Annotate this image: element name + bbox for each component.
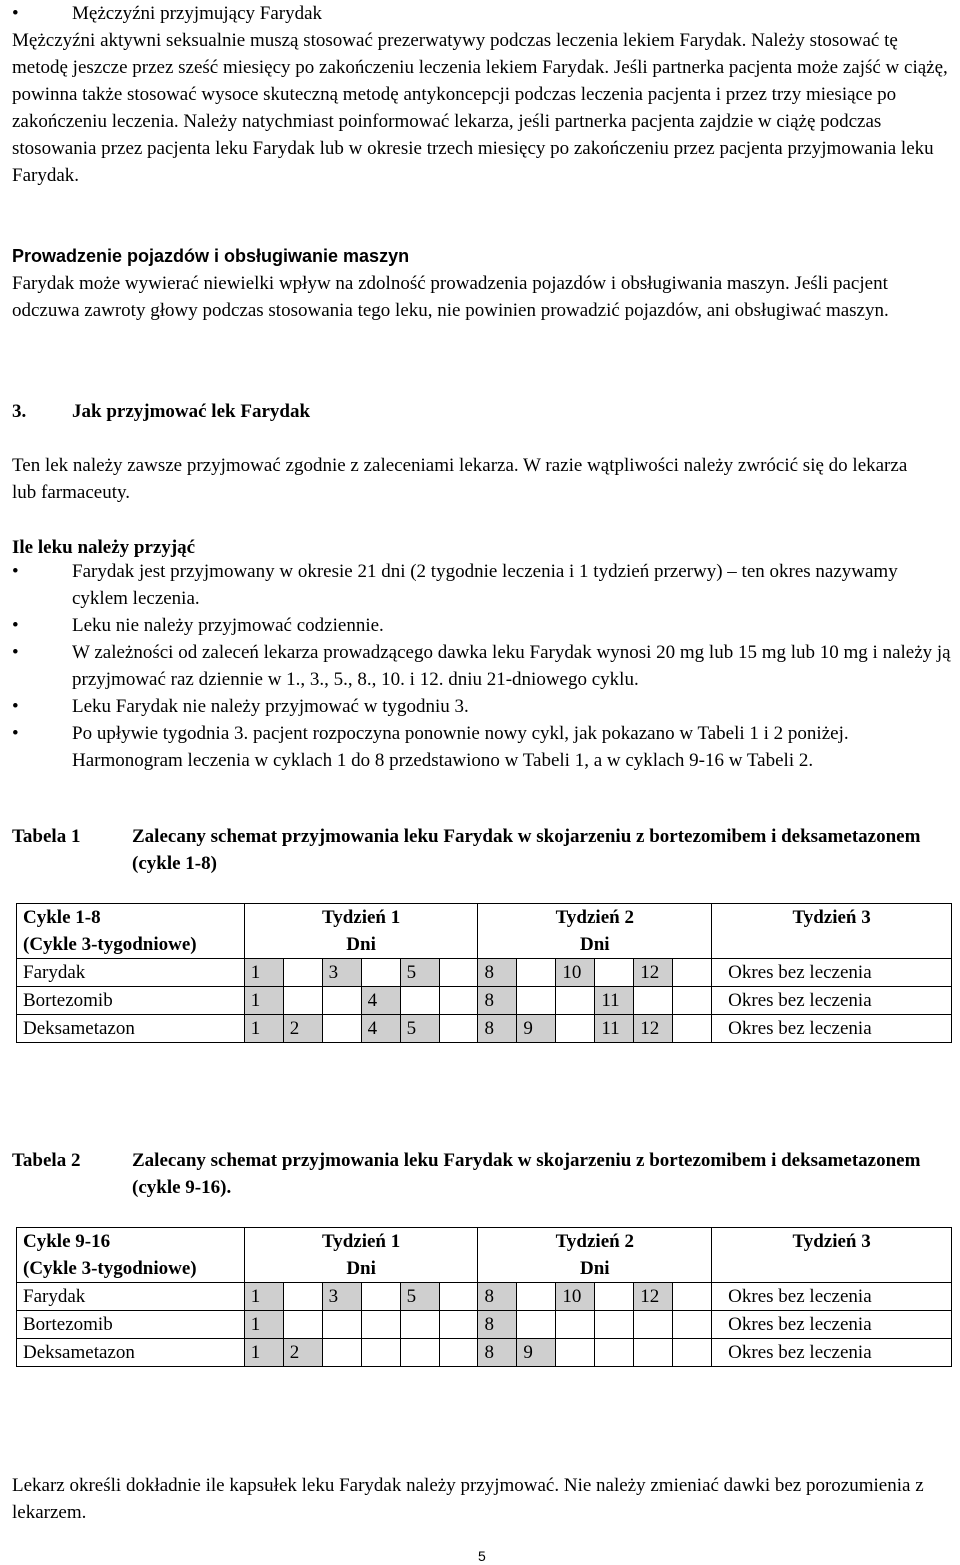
day-cell: 8 bbox=[478, 1283, 517, 1311]
table-row bbox=[17, 987, 952, 1015]
day-cell: 8 bbox=[478, 959, 517, 987]
day-cell bbox=[400, 1311, 439, 1339]
day-cell bbox=[283, 1311, 322, 1339]
dose-bullet-text: Po upływie tygodnia 3. pacjent rozpoczyna ponownie nowy cykl, jak pokazano w Tabeli 1 i 2 poniżej. Harmonogram leczenia w cyklach 1 do 8 przedstawiono w Tabeli 1, a w cyklach 9-16 w Tabeli 2. bbox=[72, 723, 849, 771]
cycle-header-cell bbox=[17, 1228, 245, 1283]
rest-period-cell: Okres bez leczenia bbox=[712, 1339, 952, 1367]
day-cell: 8 bbox=[478, 987, 517, 1015]
dose-bullet-text: Leku Farydak nie należy przyjmować w tygodniu 3. bbox=[72, 696, 469, 717]
day-cell bbox=[634, 1339, 673, 1367]
day-cell: 10 bbox=[556, 959, 595, 987]
day-cell bbox=[673, 1283, 712, 1311]
cycle-subheader: (Cykle 3-tygodniowe) bbox=[23, 934, 197, 955]
day-cell bbox=[595, 1283, 634, 1311]
driving-paragraph: Farydak może wywierać niewielki wpływ na zdolność prowadzenia pojazdów i obsługiwania maszyn. Jeśli pacjent odczuwa zawroty głowy podczas stosowania tego leku, nie powinien prowadzić pojazdów, ani obsługiwać maszyn. bbox=[12, 273, 889, 321]
bullet-marker: • bbox=[12, 615, 19, 636]
day-cell: 8 bbox=[478, 1015, 517, 1043]
day-cell: 10 bbox=[556, 1283, 595, 1311]
week-3-header bbox=[712, 1228, 952, 1283]
cycle-header: Cykle 9-16 bbox=[23, 1231, 111, 1252]
day-cell: 11 bbox=[595, 1015, 634, 1043]
dose-bullet bbox=[12, 639, 952, 693]
week-1-header bbox=[244, 904, 478, 959]
dose-bullet bbox=[12, 693, 952, 720]
drug-name: Bortezomib bbox=[17, 987, 245, 1015]
dose-bullet-text: W zależności od zaleceń lekarza prowadzącego dawka leku Farydak wynosi 20 mg lub 15 mg lub 10 mg i należy ją przyjmować raz dziennie w 1., 3., 5., 8., 10. i 12. dniu 21-dniowego cyklu. bbox=[72, 642, 951, 690]
dose-heading: Ile leku należy przyjąć bbox=[12, 537, 196, 558]
rest-period-cell: Okres bez leczenia bbox=[712, 1283, 952, 1311]
table-1 bbox=[16, 903, 952, 1043]
day-cell bbox=[634, 987, 673, 1015]
table-row bbox=[17, 1015, 952, 1043]
table-2-caption bbox=[12, 1147, 952, 1201]
bullet-marker: • bbox=[12, 3, 19, 24]
day-cell: 4 bbox=[361, 987, 400, 1015]
dose-bullet-list bbox=[12, 558, 952, 774]
day-cell bbox=[283, 959, 322, 987]
day-cell bbox=[673, 959, 712, 987]
days-label: Dni bbox=[346, 934, 376, 955]
day-cell bbox=[517, 1311, 556, 1339]
day-cell bbox=[361, 1283, 400, 1311]
day-cell: 4 bbox=[361, 1015, 400, 1043]
day-cell bbox=[517, 959, 556, 987]
day-cell bbox=[595, 1339, 634, 1367]
day-cell: 9 bbox=[517, 1015, 556, 1043]
page-number: 5 bbox=[478, 1548, 486, 1564]
week-2-header bbox=[478, 1228, 712, 1283]
section-3-number: 3. bbox=[12, 401, 27, 422]
dose-bullet bbox=[12, 612, 952, 639]
rest-period-cell: Okres bez leczenia bbox=[712, 987, 952, 1015]
day-cell bbox=[556, 1015, 595, 1043]
drug-name: Farydak bbox=[17, 959, 245, 987]
day-cell bbox=[439, 959, 478, 987]
day-cell bbox=[283, 987, 322, 1015]
day-cell bbox=[517, 1283, 556, 1311]
bullet-marker: • bbox=[12, 642, 19, 663]
drug-name: Deksametazon bbox=[17, 1339, 245, 1367]
rest-period-cell: Okres bez leczenia bbox=[712, 1311, 952, 1339]
day-cell: 1 bbox=[244, 1015, 283, 1043]
drug-name: Bortezomib bbox=[17, 1311, 245, 1339]
day-cell bbox=[322, 1015, 361, 1043]
days-label: Dni bbox=[346, 1258, 376, 1279]
day-cell bbox=[673, 1311, 712, 1339]
section-3-paragraph: Ten lek należy zawsze przyjmować zgodnie z zaleceniami lekarza. W razie wątpliwości należy zwrócić się do lekarza lub farmaceuty. bbox=[12, 455, 908, 503]
day-cell bbox=[673, 1015, 712, 1043]
day-cell: 11 bbox=[595, 987, 634, 1015]
day-cell: 2 bbox=[283, 1339, 322, 1367]
table-header-row bbox=[17, 1228, 952, 1283]
day-cell bbox=[673, 987, 712, 1015]
day-cell: 5 bbox=[400, 959, 439, 987]
dose-bullet bbox=[12, 720, 952, 774]
day-cell bbox=[400, 987, 439, 1015]
table-row bbox=[17, 1339, 952, 1367]
table-1-caption bbox=[12, 823, 952, 877]
day-cell bbox=[439, 1311, 478, 1339]
week-2-label: Tydzień 2 bbox=[555, 1231, 634, 1252]
dose-bullet bbox=[12, 558, 952, 612]
table-row bbox=[17, 1311, 952, 1339]
day-cell: 3 bbox=[322, 1283, 361, 1311]
contraception-paragraph: Mężczyźni aktywni seksualnie muszą stosować prezerwatywy podczas leczenia lekiem Farydak. Należy stosować tę metodę jeszcze przez sześć miesięcy po zakończeniu leczenia lekiem Farydak. Jeśli partnerka pacjenta może zajść w ciążę, powinna także stosować wysoce skuteczną metodę antykoncepcji podczas leczenia pacjenta i przez trzy miesiące po zakończeniu leczenia. Należy natychmiast poinformować lekarza, jeśli partnerka pacjenta zajdzie w ciążę podczas stosowania przez pacjenta leku Farydak lub w okresie trzech miesięcy po zakończeniu przez pacjenta przyjmowania leku Farydak. bbox=[12, 30, 948, 186]
day-cell bbox=[400, 1339, 439, 1367]
section-3-title: Jak przyjmować lek Farydak bbox=[72, 401, 311, 422]
day-cell: 1 bbox=[244, 1283, 283, 1311]
table-2 bbox=[16, 1227, 952, 1367]
week-3-label: Tydzień 3 bbox=[792, 907, 871, 928]
cycle-subheader: (Cykle 3-tygodniowe) bbox=[23, 1258, 197, 1279]
section-3-heading bbox=[12, 398, 812, 425]
day-cell: 1 bbox=[244, 959, 283, 987]
day-cell: 8 bbox=[478, 1339, 517, 1367]
day-cell: 5 bbox=[400, 1015, 439, 1043]
day-cell bbox=[439, 1283, 478, 1311]
day-cell: 9 bbox=[517, 1339, 556, 1367]
day-cell bbox=[361, 1311, 400, 1339]
day-cell bbox=[322, 987, 361, 1015]
dose-bullet-text: Farydak jest przyjmowany w okresie 21 dni (2 tygodnie leczenia i 1 tydzień przerwy) – ten okres nazywamy cyklem leczenia. bbox=[72, 561, 898, 609]
day-cell: 8 bbox=[478, 1311, 517, 1339]
day-cell bbox=[595, 959, 634, 987]
week-3-header bbox=[712, 904, 952, 959]
cycle-header: Cykle 1-8 bbox=[23, 907, 101, 928]
day-cell bbox=[439, 987, 478, 1015]
day-cell: 3 bbox=[322, 959, 361, 987]
drug-name: Farydak bbox=[17, 1283, 245, 1311]
cycle-header-cell bbox=[17, 904, 245, 959]
day-cell bbox=[595, 1311, 634, 1339]
day-cell bbox=[673, 1339, 712, 1367]
table-1-label: Tabela 1 bbox=[12, 826, 81, 847]
week-1-header bbox=[244, 1228, 478, 1283]
table-row bbox=[17, 959, 952, 987]
dose-bullet-text: Leku nie należy przyjmować codziennie. bbox=[72, 615, 384, 636]
table-2-caption-text: Zalecany schemat przyjmowania leku Farydak w skojarzeniu z bortezomibem i deksametazonem (cykle 9-16). bbox=[132, 1150, 921, 1198]
table-1-caption-text: Zalecany schemat przyjmowania leku Farydak w skojarzeniu z bortezomibem i deksametazonem (cykle 1-8) bbox=[132, 826, 921, 874]
rest-period-cell: Okres bez leczenia bbox=[712, 959, 952, 987]
day-cell bbox=[517, 987, 556, 1015]
men-bullet-title: Mężczyźni przyjmujący Farydak bbox=[72, 3, 323, 24]
week-1-label: Tydzień 1 bbox=[321, 907, 401, 928]
bullet-marker: • bbox=[12, 696, 19, 717]
day-cell bbox=[322, 1311, 361, 1339]
men-bullet bbox=[12, 0, 960, 27]
driving-heading: Prowadzenie pojazdów i obsługiwanie maszyn bbox=[12, 246, 410, 266]
days-label: Dni bbox=[580, 1258, 610, 1279]
day-cell: 12 bbox=[634, 1015, 673, 1043]
day-cell bbox=[283, 1283, 322, 1311]
table-2-label: Tabela 2 bbox=[12, 1150, 81, 1171]
rest-period-cell: Okres bez leczenia bbox=[712, 1015, 952, 1043]
day-cell: 1 bbox=[244, 1339, 283, 1367]
table-header-row bbox=[17, 904, 952, 959]
week-2-header bbox=[478, 904, 712, 959]
day-cell: 1 bbox=[244, 987, 283, 1015]
day-cell: 5 bbox=[400, 1283, 439, 1311]
days-label: Dni bbox=[580, 934, 610, 955]
day-cell bbox=[322, 1339, 361, 1367]
day-cell bbox=[556, 987, 595, 1015]
day-cell bbox=[634, 1311, 673, 1339]
closing-paragraph: Lekarz określi dokładnie ile kapsułek leku Farydak należy przyjmować. Nie należy zmieniać dawki bez porozumienia z lekarzem. bbox=[12, 1475, 924, 1523]
table-row bbox=[17, 1283, 952, 1311]
day-cell bbox=[361, 1339, 400, 1367]
day-cell bbox=[361, 959, 400, 987]
day-cell bbox=[439, 1015, 478, 1043]
day-cell: 12 bbox=[634, 1283, 673, 1311]
day-cell: 1 bbox=[244, 1311, 283, 1339]
day-cell: 12 bbox=[634, 959, 673, 987]
day-cell bbox=[439, 1339, 478, 1367]
week-1-label: Tydzień 1 bbox=[321, 1231, 401, 1252]
day-cell bbox=[556, 1339, 595, 1367]
week-2-label: Tydzień 2 bbox=[555, 907, 634, 928]
week-3-label: Tydzień 3 bbox=[792, 1231, 871, 1252]
day-cell bbox=[556, 1311, 595, 1339]
bullet-marker: • bbox=[12, 723, 19, 744]
drug-name: Deksametazon bbox=[17, 1015, 245, 1043]
bullet-marker: • bbox=[12, 561, 19, 582]
day-cell: 2 bbox=[283, 1015, 322, 1043]
